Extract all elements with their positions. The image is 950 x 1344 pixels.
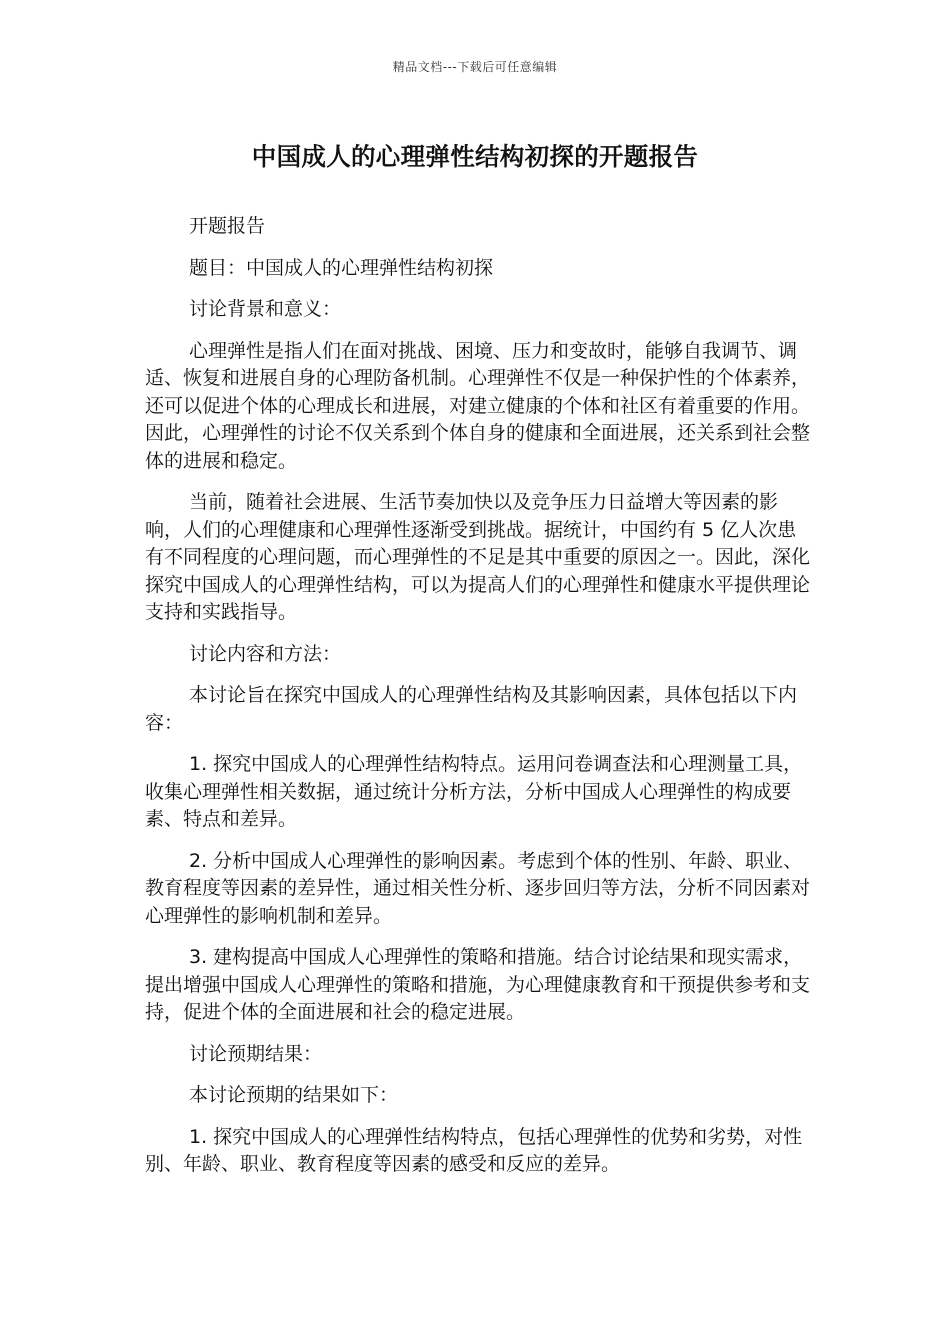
list-item-methods-2: 2. 分析中国成人心理弹性的影响因素。考虑到个体的性别、年龄、职业、教育程度等因素的差异性，通过相关性分析、逐步回归等方法，分析不同因素对心理弹性的影响机制和差异。 [145,849,811,927]
paragraph-topic: 题目：中国成人的心理弹性结构初探 [189,256,494,279]
paragraph-label-report: 开题报告 [189,215,266,237]
paragraph-methods-intro: 本讨论旨在探究中国成人的心理弹性结构及其影响因素，具体包括以下内容： [145,684,798,734]
heading-methods: 讨论内容和方法： [189,642,342,665]
list-item-methods-1: 1. 探究中国成人的心理弹性结构特点。运用问卷调查法和心理测量工具，收集心理弹性相关数据，通过统计分析方法，分析中国成人心理弹性的构成要素、特点和差异。 [145,753,803,830]
heading-expected-results: 讨论预期结果： [189,1042,323,1065]
paragraph-background-1: 心理弹性是指人们在面对挑战、困境、压力和变故时，能够自我调节、调适、恢复和进展自身的心理防备机制。心理弹性不仅是一种保护性的个体素养，还可以促进个体的心理成长和进展，对建立健康的个体和社区有着重要的作用。因此，心理弹性的讨论不仅关系到个体自身的健康和全面进展，还关系到社会整体的进展和稳定。 [145,339,811,472]
list-item-methods-3: 3. 建构提高中国成人心理弹性的策略和措施。结合讨论结果和现实需求，提出增强中国成人心理弹性的策略和措施，为心理健康教育和干预提供参考和支持，促进个体的全面进展和社会的稳定进展。 [145,946,811,1023]
paragraph-results-intro: 本讨论预期的结果如下： [189,1084,399,1106]
document-title: 中国成人的心理弹性结构初探的开题报告 [251,142,699,171]
heading-background: 讨论背景和意义： [189,298,342,320]
list-item-results-1: 1. 探究中国成人的心理弹性结构特点，包括心理弹性的优势和劣势，对性别、年龄、职业、教育程度等因素的感受和反应的差异。 [145,1125,803,1175]
document-body [145,213,810,1193]
paragraph-background-2: 当前，随着社会进展、生活节奏加快以及竞争压力日益增大等因素的影响，人们的心理健康和心理弹性逐渐受到挑战。据统计，中国约有 5 亿人次患有不同程度的心理问题，而心理弹性的不足是其中重要的原因之一。因此，深化探究中国成人的心理弹性结构，可以为提高人们的心理弹性和健康水平提供理论支持和实践指导。 [145,491,811,623]
header-note: 精品文档---下载后可任意编辑 [392,60,558,74]
